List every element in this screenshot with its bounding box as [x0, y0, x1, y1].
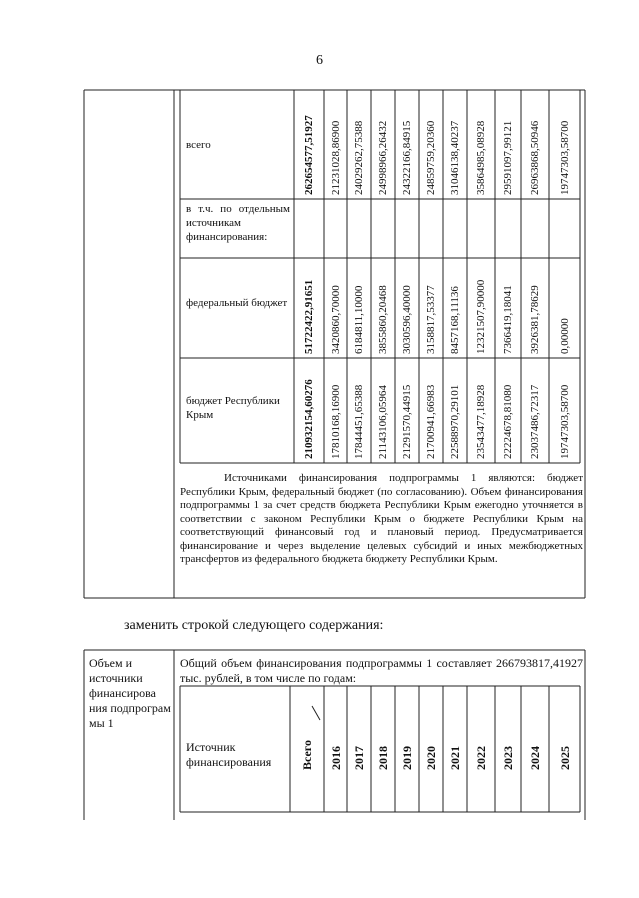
col-header: 2017 — [352, 746, 366, 770]
value-cell: 8457168,11136 — [449, 286, 461, 354]
value-cell: 21143106,05964 — [377, 385, 389, 459]
value-cell: 210932154,60276 — [303, 379, 315, 459]
source-header: Источник финансирования — [186, 740, 272, 769]
value-cell: 24859759,20360 — [425, 120, 437, 195]
col-header: 2025 — [557, 746, 572, 770]
row-label-total: всего — [186, 139, 211, 151]
value-cell: 3158817,53377 — [425, 285, 437, 354]
value-cell: 24322166,84915 — [401, 120, 413, 195]
value-cell: 21231028,86900 — [329, 120, 342, 195]
new-total-text: Общий объем финансирования подпрограммы 1 составляет 266793817,41927 тыс. рублей, в том числе по годам: — [180, 656, 583, 685]
col-header: Всего — [300, 740, 314, 770]
value-cell: 26963868,50946 — [529, 120, 541, 195]
col-header: 2020 — [424, 746, 438, 770]
value-cell: 51722422,91651 — [303, 279, 315, 354]
value-cell: 35864985,08928 — [475, 120, 487, 195]
row-label-sources: в т.ч. по отдельным источникам финансирования: — [186, 203, 290, 243]
value-cell: 3030596,40000 — [401, 285, 413, 354]
value-cell: 22224678,81080 — [502, 384, 514, 459]
col-header: 2016 — [328, 746, 343, 770]
funding-note: Источниками финансирования подпрограммы 1 являются: бюджет Республики Крым, федеральный бюджет (по согласованию). Объем финансирования подпрограммы 1 за счет средств бюджета Республики Крым ежегодно уточняется в соответствии с законом Республики Крым о бюджете Республики Крым на соответствующий финансовый год и плановый период. Предусматривается финансирование и через выделение целевых субсидий и иных межбюджетных трансфертов из федерального бюджета бюджету Республики Крым. — [180, 472, 583, 565]
value-cell: 17810168,16900 — [329, 384, 342, 459]
value-cell: 17844451,65388 — [353, 384, 365, 459]
col-header: 2019 — [400, 746, 414, 770]
value-cell: 21291570,44915 — [401, 384, 413, 459]
replace-instruction: заменить строкой следующего содержания: — [124, 618, 384, 633]
col-header: 2024 — [528, 746, 542, 770]
value-cell: 262654577,51927 — [303, 115, 315, 195]
new-left-label: Объем и источники финансирова ния подпрограм мы 1 — [89, 656, 171, 730]
value-cell: 23543477,18928 — [475, 384, 487, 459]
row-label-crimea: бюджет Республики Крым — [186, 395, 280, 421]
value-cell: 19747303,58700 — [558, 120, 571, 195]
value-cell: 19747303,58700 — [558, 384, 571, 459]
col-header: 2018 — [376, 746, 390, 770]
value-cell: 23037486,72317 — [529, 384, 541, 459]
value-cell: 0,00000 — [558, 318, 571, 354]
value-cell: 22588970,29101 — [449, 384, 461, 459]
value-cell: 3420860,70000 — [329, 285, 342, 354]
value-cell: 31046138,40237 — [449, 120, 461, 195]
value-cell: 24998966,26432 — [377, 120, 389, 195]
value-cell: 3926381,78629 — [529, 285, 541, 354]
col-header: 2021 — [448, 746, 462, 770]
value-cell: 24029262,75388 — [353, 120, 365, 195]
page-number: 6 — [316, 53, 323, 68]
col-header: 2023 — [501, 746, 515, 770]
value-cell: 29591097,99121 — [502, 120, 514, 195]
value-cell: 3855860,20468 — [377, 285, 389, 354]
value-cell: 6184811,10000 — [353, 285, 365, 354]
row-label-federal: федеральный бюджет — [186, 297, 288, 309]
value-cell: 12321507,90000 — [475, 279, 487, 354]
col-header: 2022 — [474, 746, 488, 770]
value-cell: 21700941,66983 — [425, 384, 437, 459]
value-cell: 7366419,18041 — [502, 285, 514, 354]
